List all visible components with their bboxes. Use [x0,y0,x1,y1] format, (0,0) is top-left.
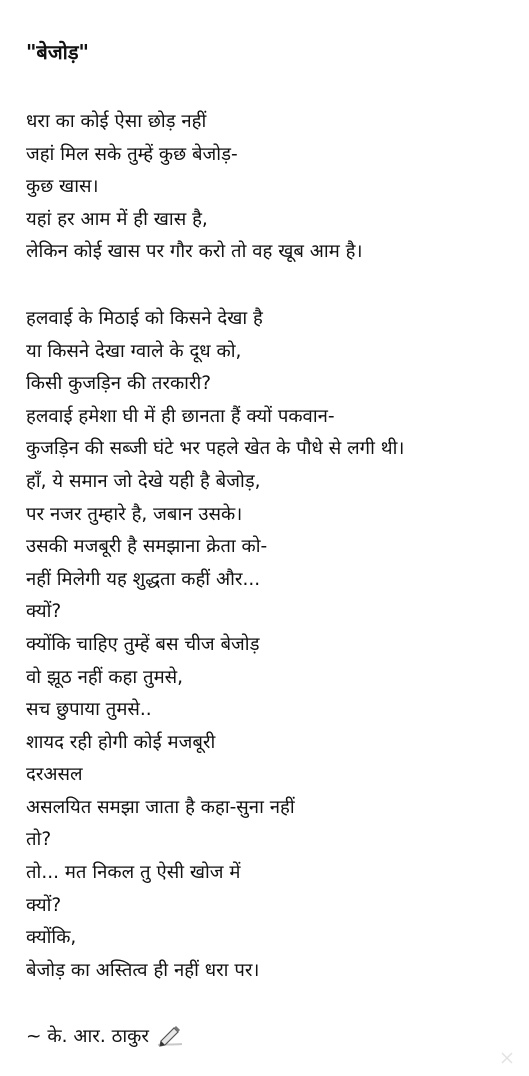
poem-line: हलवाई हमेशा घी में ही छानता हैं क्यों पकवान- [26,405,335,427]
poem-line: हाँ, ये समान जो देखे यही है बेजोड़, [26,470,261,492]
poem-line: हलवाई के मिठाई को किसने देखा है [26,307,263,329]
poem-line: तो... मत निकल तु ऐसी खोज में [26,862,241,884]
poem-line: क्यों? [26,894,62,916]
poem-line: कुछ खास। [26,176,99,198]
poem-title: "बेजोड़" [26,40,89,64]
corner-mark-icon [499,1050,515,1066]
poem-line: धरा का कोई ऐसा छोड़ नहीं [26,111,207,132]
poem-line: क्यों? [26,601,62,623]
stanza-1 [26,106,529,269]
poem-line: उसकी मजबूरी है समझाना क्रेता को- [26,536,268,558]
poem-line: असलयित समझा जाता है कहा-सुना नहीं [26,796,295,818]
poem-line: या किसने देखा ग्वाले के दूध को, [26,340,242,362]
poem-line: लेकिन कोई खास पर गौर करो तो वह खूब आम है। [26,241,363,263]
poem-line: क्योंकि चाहिए तुम्हें बस चीज बेजोड़ [26,633,260,655]
poem-line: सच छुपाया तुमसे.. [26,699,152,721]
poem-line: बेजोड़ का अस्तित्व ही नहीं धरा पर। [26,959,260,981]
poem-line: क्योंकि, [26,927,77,949]
poem-line: यहां हर आम में ही खास है, [26,208,208,230]
poem-line: पर नजर तुम्हारे है, जबान उसके। [26,503,243,525]
poem-line: शायद रही होगी कोई मजबूरी [26,731,216,753]
poem-line: कुजड़िन की सब्जी घंटे भर पहले खेत के पौधे से लगी थी। [26,438,405,460]
poem-line: वो झूठ नहीं कहा तुमसे, [26,666,184,688]
poem-line: नहीं मिलेगी यह शुद्धता कहीं और... [26,568,261,590]
signature-text: ~ के. आर. ठाकुर [26,1026,149,1048]
signature [26,1021,529,1053]
pen-writing-icon [155,1024,185,1050]
poem-line: किसी कुजड़िन की तरकारी? [26,373,212,395]
stanza-2 [26,303,529,987]
poem-line: दरअसल [26,764,83,786]
poem-line: जहां मिल सके तुम्हें कुछ बेजोड़- [26,143,238,165]
poem-line: तो? [26,829,52,851]
